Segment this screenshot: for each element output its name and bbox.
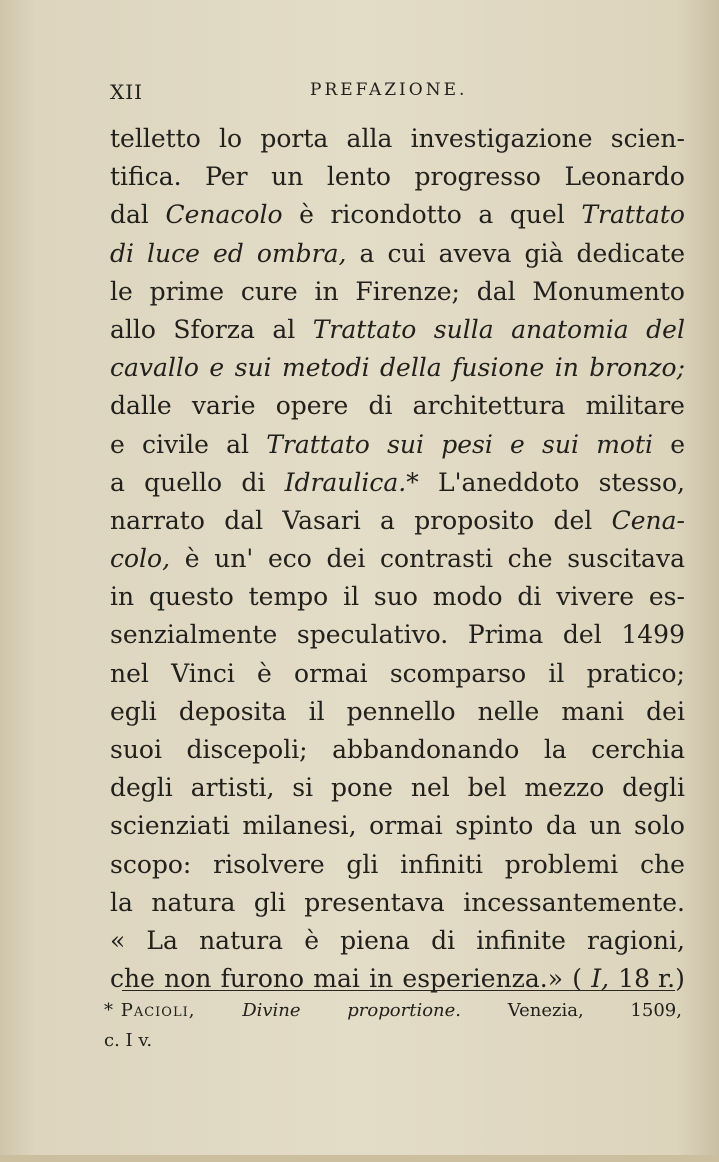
word: nel: [110, 658, 149, 688]
word: artisti,: [190, 773, 275, 803]
word: telletto: [110, 124, 201, 153]
word: problemi: [504, 849, 619, 879]
word: e: [110, 429, 125, 459]
word: in: [314, 276, 339, 306]
word: allo: [110, 314, 156, 344]
word: dedicate: [576, 238, 685, 268]
word: ormai: [369, 811, 443, 841]
text-line: [110, 349, 685, 387]
text-line: [110, 196, 685, 234]
word: senzialmente: [110, 620, 278, 650]
word: egli: [110, 696, 157, 726]
word: sui: [387, 429, 425, 459]
word: presentava: [304, 887, 445, 917]
word: suoi: [110, 735, 162, 764]
word: del: [646, 314, 685, 344]
text-line: [110, 884, 685, 922]
footnote-line: [104, 996, 682, 1026]
word: luce: [147, 238, 200, 268]
word: bel: [467, 773, 507, 803]
page-header: [110, 80, 670, 110]
word: varie: [191, 391, 256, 421]
word: Idraulica.*: [284, 467, 419, 497]
word: bronzo;: [589, 353, 685, 383]
word: quello: [144, 467, 223, 497]
text-line: [110, 311, 685, 349]
text-line: [110, 922, 685, 960]
word: è: [184, 544, 200, 574]
word: infiniti: [400, 849, 484, 879]
word: si: [292, 773, 314, 803]
word: del: [553, 505, 593, 535]
word: ragioni,: [587, 925, 685, 955]
page-bottom-edge: [0, 1155, 719, 1162]
footnote-word: Venezia,: [507, 1000, 584, 1021]
word: a: [380, 505, 395, 535]
word: spinto: [455, 811, 534, 841]
text-line: [110, 387, 685, 425]
word: il: [308, 696, 325, 726]
text-line: [110, 502, 685, 540]
footnote-line: [104, 1026, 682, 1056]
footnote-word: * Pacioli,: [104, 1000, 196, 1021]
word: colo,: [110, 544, 171, 574]
word: discepoli;: [186, 735, 308, 764]
word: milanesi,: [242, 811, 357, 841]
footnote-word: 1509,: [630, 1000, 682, 1021]
text-line: [110, 158, 685, 196]
word: nelle: [477, 696, 540, 726]
text-line: [110, 616, 685, 654]
word: alla: [346, 124, 393, 153]
word: è: [299, 200, 314, 230]
word: e: [209, 353, 225, 383]
word: al: [226, 429, 250, 459]
word: ed: [213, 238, 244, 268]
word: scopo:: [110, 849, 192, 879]
word: Cenacolo: [165, 200, 283, 230]
word: pone: [331, 773, 393, 803]
body-text: [110, 120, 685, 998]
word: speculativo.: [296, 620, 449, 650]
word: le: [110, 276, 133, 306]
word: fusione: [452, 353, 545, 383]
text-line: [110, 769, 685, 807]
word: deposita: [178, 696, 287, 726]
word: già: [524, 238, 564, 268]
word: modo: [432, 582, 503, 612]
text-line: [110, 578, 685, 616]
word: a: [359, 238, 375, 268]
word: Vasari: [282, 505, 361, 535]
word: dalle: [110, 391, 172, 421]
word: es-: [648, 582, 685, 612]
word: è: [257, 658, 272, 688]
word: narrato: [110, 505, 205, 535]
word: L'aneddoto: [437, 467, 580, 497]
word: 18 r.): [618, 964, 685, 994]
word: tifica.: [110, 162, 182, 192]
word: prime: [149, 276, 225, 306]
word: in: [110, 582, 135, 612]
word: vivere: [556, 582, 635, 612]
word: pesi: [441, 429, 493, 459]
word: dal: [110, 200, 149, 230]
word: scien-: [610, 124, 685, 153]
word: di: [517, 582, 542, 612]
word: contrasti: [380, 544, 493, 574]
word: in: [369, 964, 394, 994]
word: natura: [199, 925, 284, 955]
word: dei: [646, 696, 685, 726]
word: di: [431, 925, 456, 955]
word: Trattato: [581, 200, 685, 230]
word: proposito: [414, 505, 535, 535]
word: I,: [591, 964, 610, 994]
word: risolvere: [213, 849, 325, 879]
word: la: [543, 735, 567, 764]
text-line: [110, 846, 685, 884]
word: tempo: [248, 582, 329, 612]
word: pennello: [346, 696, 456, 726]
word: cavallo: [110, 353, 199, 383]
word: lo: [219, 124, 243, 153]
word: pratico;: [586, 658, 685, 688]
word: dal: [476, 276, 516, 306]
word: militare: [585, 391, 685, 421]
word: degli: [110, 773, 173, 803]
word: aveva: [438, 238, 512, 268]
word: il: [343, 582, 360, 612]
word: e: [510, 429, 525, 459]
word: Firenze;: [355, 276, 460, 306]
text-line: [110, 731, 685, 769]
word: mezzo: [524, 773, 605, 803]
word: natura: [151, 887, 236, 917]
word: Sforza: [173, 314, 255, 344]
word: stesso,: [598, 467, 685, 497]
word: mani: [561, 696, 625, 726]
word: civile: [142, 429, 209, 459]
word: della: [380, 353, 442, 383]
footnote-word: Divine: [242, 1000, 301, 1021]
word: metodi: [281, 353, 370, 383]
word: di: [368, 391, 393, 421]
word: ormai: [294, 658, 368, 688]
word: solo: [633, 811, 685, 841]
word: «: [110, 925, 126, 955]
word: non: [164, 964, 212, 994]
text-line: [110, 235, 685, 273]
word: sui: [542, 429, 579, 459]
word: gli: [346, 849, 379, 879]
word: a: [478, 200, 494, 230]
word: e: [670, 429, 685, 459]
page-number: XII: [110, 80, 144, 104]
word: architettura: [412, 391, 566, 421]
text-line: [110, 540, 685, 578]
word: esperienza.»: [402, 964, 564, 994]
word: che: [640, 849, 685, 879]
word: sui: [234, 353, 272, 383]
text-line: [110, 960, 685, 998]
word: suscitava: [567, 544, 685, 574]
word: la: [110, 887, 133, 917]
word: opere: [275, 391, 349, 421]
word: nel: [410, 773, 450, 803]
word: cui: [387, 238, 426, 268]
word: quel: [509, 200, 565, 230]
text-line: [110, 464, 685, 502]
word: Monumento: [532, 276, 685, 306]
word: La: [146, 925, 178, 955]
word: di: [110, 238, 134, 268]
word: di: [241, 467, 266, 497]
footnote-rule: [122, 990, 675, 991]
word: furono: [220, 964, 305, 994]
word: investigazione: [410, 124, 593, 153]
footnote: [104, 996, 682, 1056]
footnote-text: c. I v.: [104, 1030, 153, 1051]
word: Prima: [467, 620, 544, 650]
word: Trattato: [312, 314, 417, 344]
word: sulla: [433, 314, 494, 344]
word: il: [548, 658, 565, 688]
text-line: [110, 693, 685, 731]
word: piena: [340, 925, 410, 955]
word: Per: [205, 162, 248, 192]
word: anatomia: [511, 314, 629, 344]
word: eco: [267, 544, 312, 574]
word: progresso: [414, 162, 541, 192]
word: (: [572, 964, 582, 994]
word: questo: [148, 582, 234, 612]
word: moti: [596, 429, 653, 459]
word: Leonardo: [564, 162, 685, 192]
word: un: [271, 162, 304, 192]
text-line: [110, 655, 685, 693]
word: incessantemente.: [463, 887, 685, 917]
word: abbandonando: [332, 735, 520, 764]
word: Cena-: [611, 505, 685, 535]
word: che: [507, 544, 553, 574]
word: mai: [313, 964, 360, 994]
word: ombra,: [256, 238, 347, 268]
word: suo: [373, 582, 418, 612]
word: dal: [224, 505, 264, 535]
word: al: [272, 314, 296, 344]
word: a: [110, 467, 125, 497]
text-line: [110, 120, 685, 158]
word: in: [554, 353, 579, 383]
word: Trattato: [266, 429, 370, 459]
word: lento: [326, 162, 391, 192]
word: cure: [240, 276, 298, 306]
running-head: PREFAZIONE.: [310, 80, 468, 100]
word: infinite: [476, 925, 566, 955]
word: scienziati: [110, 811, 230, 841]
word: scomparso: [389, 658, 527, 688]
word: dei: [326, 544, 366, 574]
word: gli: [253, 887, 286, 917]
word: un: [589, 811, 622, 841]
word: è: [304, 925, 319, 955]
word: porta: [260, 124, 329, 153]
word: ricondotto: [330, 200, 462, 230]
word: 1499: [621, 620, 685, 650]
text-line: [110, 807, 685, 845]
word: Vinci: [171, 658, 235, 688]
word: che: [110, 964, 155, 994]
text-line: [110, 426, 685, 464]
word: un': [214, 544, 254, 574]
word: degli: [622, 773, 685, 803]
text-line: [110, 273, 685, 311]
footnote-word: proportione.: [347, 1000, 462, 1021]
word: cerchia: [591, 735, 685, 764]
word: del: [562, 620, 602, 650]
word: da: [545, 811, 577, 841]
